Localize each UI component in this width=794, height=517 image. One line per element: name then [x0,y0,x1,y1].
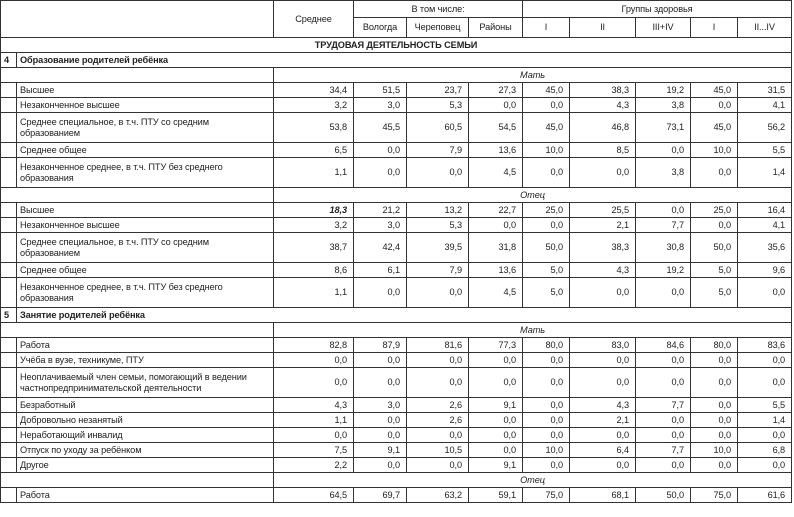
value-cell: 0,0 [691,398,738,413]
value-cell: 0,0 [354,368,407,398]
value-cell: 0,0 [738,458,792,473]
value-cell: 0,0 [636,353,691,368]
value-cell: 61,6 [738,488,792,503]
value-cell: 31,8 [469,233,523,263]
parent-subheader: Отец [274,473,792,488]
value-cell: 13,6 [469,263,523,278]
row-label: Отпуск по уходу за ребёнком [17,443,274,458]
header-group-3-4: III+IV [636,18,691,38]
value-cell: 0,0 [636,458,691,473]
header-districts: Районы [469,18,523,38]
value-cell: 6,1 [354,263,407,278]
value-cell: 22,7 [469,203,523,218]
parent-subheader: Мать [274,68,792,83]
value-cell: 0,0 [570,353,636,368]
value-cell: 83,0 [570,338,636,353]
value-cell: 68,1 [570,488,636,503]
section-title: Занятие родителей ребёнка [17,308,792,323]
row-label: Работа [17,488,274,503]
value-cell: 5,3 [407,218,469,233]
value-cell: 9,1 [354,443,407,458]
value-cell: 9,1 [469,398,523,413]
value-cell: 4,3 [274,398,354,413]
value-cell: 2,1 [570,413,636,428]
value-cell: 25,0 [691,203,738,218]
row-num-cell [1,443,17,458]
blank-cell [1,323,274,338]
value-cell: 0,0 [469,98,523,113]
value-cell: 0,0 [738,428,792,443]
header-group-1: I [523,18,570,38]
value-cell: 59,1 [469,488,523,503]
value-cell: 0,0 [523,428,570,443]
value-cell: 30,8 [636,233,691,263]
value-cell: 7,9 [407,143,469,158]
row-label: Работа [17,338,274,353]
value-cell: 45,0 [523,113,570,143]
value-cell: 63,2 [407,488,469,503]
value-cell: 0,0 [523,353,570,368]
value-cell: 0,0 [523,218,570,233]
value-cell: 7,9 [407,263,469,278]
value-cell: 45,5 [354,113,407,143]
table-title: ТРУДОВАЯ ДЕЯТЕЛЬНОСТЬ СЕМЬИ [1,38,792,53]
row-num-cell [1,413,17,428]
row-num-cell [1,398,17,413]
value-cell: 2,6 [407,398,469,413]
value-cell: 3,2 [274,218,354,233]
value-cell: 56,2 [738,113,792,143]
value-cell: 34,4 [274,83,354,98]
value-cell: 0,0 [636,143,691,158]
row-label: Незаконченное высшее [17,218,274,233]
value-cell: 3,8 [636,98,691,113]
blank-cell [1,68,274,83]
value-cell: 45,0 [523,83,570,98]
value-cell: 39,5 [407,233,469,263]
value-cell: 51,5 [354,83,407,98]
value-cell: 1,1 [274,278,354,308]
value-cell: 0,0 [354,413,407,428]
value-cell: 81,6 [407,338,469,353]
value-cell: 0,0 [274,353,354,368]
value-cell: 38,7 [274,233,354,263]
value-cell: 7,5 [274,443,354,458]
value-cell: 0,0 [354,428,407,443]
header-group-2: II [570,18,636,38]
value-cell: 0,0 [469,218,523,233]
value-cell: 80,0 [523,338,570,353]
value-cell: 5,5 [738,143,792,158]
value-cell: 0,0 [407,278,469,308]
header-vologda: Вологда [354,18,407,38]
row-num-cell [1,368,17,398]
header-including: В том числе: [354,1,523,18]
value-cell: 0,0 [691,458,738,473]
value-cell: 19,2 [636,83,691,98]
row-label: Незаконченное высшее [17,98,274,113]
value-cell: 0,0 [570,428,636,443]
value-cell: 0,0 [691,158,738,188]
value-cell: 10,0 [523,143,570,158]
blank-cell [1,473,274,488]
value-cell: 0,0 [636,413,691,428]
row-label: Среднее специальное, в т.ч. ПТУ со средним образованием [17,233,274,263]
value-cell: 53,8 [274,113,354,143]
value-cell: 0,0 [738,353,792,368]
value-cell: 0,0 [469,353,523,368]
value-cell: 0,0 [738,368,792,398]
value-cell: 4,1 [738,98,792,113]
value-cell: 5,5 [738,398,792,413]
row-label: Учёба в вузе, техникуме, ПТУ [17,353,274,368]
value-cell: 21,2 [354,203,407,218]
value-cell: 25,5 [570,203,636,218]
section-number: 4 [1,53,17,68]
value-cell: 3,2 [274,98,354,113]
value-cell: 2,2 [274,458,354,473]
section-title: Образование родителей ребёнка [17,53,792,68]
value-cell: 23,7 [407,83,469,98]
value-cell: 0,0 [469,413,523,428]
header-average: Среднее [274,1,354,38]
value-cell: 6,5 [274,143,354,158]
value-cell: 0,0 [469,428,523,443]
value-cell: 77,3 [469,338,523,353]
value-cell: 87,9 [354,338,407,353]
value-cell: 3,0 [354,218,407,233]
value-cell: 10,0 [523,443,570,458]
value-cell: 0,0 [636,203,691,218]
value-cell: 60,5 [407,113,469,143]
value-cell: 10,0 [691,143,738,158]
parent-subheader: Мать [274,323,792,338]
parent-subheader: Отец [274,188,792,203]
value-cell: 0,0 [354,158,407,188]
value-cell: 9,6 [738,263,792,278]
value-cell: 0,0 [691,368,738,398]
row-label: Незаконченное среднее, в т.ч. ПТУ без среднего образования [17,158,274,188]
value-cell: 73,1 [636,113,691,143]
value-cell: 0,0 [469,368,523,398]
row-num-cell [1,488,17,503]
row-label: Добровольно незанятый [17,413,274,428]
value-cell: 0,0 [738,278,792,308]
value-cell: 80,0 [691,338,738,353]
value-cell: 50,0 [523,233,570,263]
value-cell: 0,0 [523,368,570,398]
header-health-groups: Группы здоровья [523,1,792,18]
row-num-cell [1,143,17,158]
value-cell: 5,0 [691,278,738,308]
value-cell: 69,7 [354,488,407,503]
value-cell: 0,0 [354,353,407,368]
value-cell: 4,5 [469,278,523,308]
row-label: Среднее специальное, в т.ч. ПТУ со средним образованием [17,113,274,143]
value-cell: 64,5 [274,488,354,503]
value-cell: 31,5 [738,83,792,98]
value-cell: 45,0 [691,83,738,98]
header-group-2-4: II...IV [738,18,792,38]
value-cell: 7,7 [636,218,691,233]
value-cell: 2,1 [570,218,636,233]
value-cell: 54,5 [469,113,523,143]
value-cell: 0,0 [636,428,691,443]
value-cell: 0,0 [407,458,469,473]
value-cell: 3,0 [354,398,407,413]
row-num-cell [1,203,17,218]
value-cell: 1,1 [274,413,354,428]
value-cell: 0,0 [691,218,738,233]
row-num-cell [1,263,17,278]
row-num-cell [1,113,17,143]
value-cell: 4,5 [469,158,523,188]
value-cell: 0,0 [354,458,407,473]
row-label: Незаконченное среднее, в т.ч. ПТУ без среднего образования [17,278,274,308]
value-cell: 5,0 [523,263,570,278]
value-cell: 9,1 [469,458,523,473]
value-cell: 10,0 [691,443,738,458]
value-cell: 0,0 [570,368,636,398]
value-cell: 4,3 [570,263,636,278]
value-cell: 0,0 [523,413,570,428]
blank-cell [1,188,274,203]
value-cell: 38,3 [570,233,636,263]
value-cell: 0,0 [407,428,469,443]
value-cell: 50,0 [691,233,738,263]
value-cell: 84,6 [636,338,691,353]
value-cell: 0,0 [691,98,738,113]
row-num-cell [1,428,17,443]
value-cell: 3,8 [636,158,691,188]
section-5 [1,308,792,503]
value-cell: 1,4 [738,158,792,188]
row-label: Среднее общее [17,143,274,158]
value-cell: 75,0 [523,488,570,503]
value-cell: 8,5 [570,143,636,158]
value-cell: 0,0 [523,158,570,188]
value-cell: 4,3 [570,398,636,413]
value-cell: 0,0 [570,278,636,308]
row-num-cell [1,98,17,113]
value-cell: 0,0 [691,353,738,368]
value-cell: 0,0 [354,278,407,308]
value-cell: 0,0 [691,413,738,428]
value-cell: 0,0 [407,368,469,398]
header-cherepovets: Череповец [407,18,469,38]
value-cell: 0,0 [407,353,469,368]
value-cell: 0,0 [523,398,570,413]
value-cell: 8,6 [274,263,354,278]
row-label: Высшее [17,203,274,218]
value-cell: 35,6 [738,233,792,263]
value-cell: 10,5 [407,443,469,458]
value-cell: 5,0 [523,278,570,308]
value-cell: 82,8 [274,338,354,353]
value-cell: 19,2 [636,263,691,278]
value-cell: 0,0 [570,158,636,188]
value-cell: 5,0 [691,263,738,278]
value-cell: 0,0 [523,458,570,473]
value-cell: 5,3 [407,98,469,113]
value-cell: 16,4 [738,203,792,218]
value-cell: 45,0 [691,113,738,143]
row-num-cell [1,218,17,233]
value-cell: 0,0 [274,428,354,443]
value-cell: 0,0 [691,428,738,443]
value-cell: 0,0 [469,443,523,458]
row-num-cell [1,233,17,263]
value-cell: 6,8 [738,443,792,458]
row-label: Неработающий инвалид [17,428,274,443]
value-cell: 1,1 [274,158,354,188]
value-cell: 0,0 [636,278,691,308]
value-cell: 83,6 [738,338,792,353]
value-cell: 13,6 [469,143,523,158]
value-cell: 0,0 [523,98,570,113]
value-cell: 0,0 [407,158,469,188]
row-num-cell [1,278,17,308]
value-cell: 0,0 [274,368,354,398]
row-label: Среднее общее [17,263,274,278]
row-num-cell [1,338,17,353]
value-cell: 4,1 [738,218,792,233]
value-cell: 0,0 [570,458,636,473]
header-blank [1,1,274,38]
value-cell: 50,0 [636,488,691,503]
value-cell: 13,2 [407,203,469,218]
value-cell: 27,3 [469,83,523,98]
section-number: 5 [1,308,17,323]
value-cell: 0,0 [354,143,407,158]
row-num-cell [1,83,17,98]
row-label: Другое [17,458,274,473]
value-cell: 1,4 [738,413,792,428]
value-cell: 38,3 [570,83,636,98]
row-num-cell [1,458,17,473]
value-cell: 0,0 [636,368,691,398]
row-label: Неоплачиваемый член семьи, помогающий в ведении частнопредпринимательской деятельности [17,368,274,398]
row-label: Высшее [17,83,274,98]
section-4 [1,53,792,308]
value-cell: 3,0 [354,98,407,113]
value-cell: 75,0 [691,488,738,503]
row-num-cell [1,158,17,188]
value-cell: 2,6 [407,413,469,428]
value-cell: 6,4 [570,443,636,458]
header-group-1b: I [691,18,738,38]
value-cell: 25,0 [523,203,570,218]
value-cell: 18,3 [274,203,354,218]
value-cell: 42,4 [354,233,407,263]
value-cell: 46,8 [570,113,636,143]
row-num-cell [1,353,17,368]
value-cell: 7,7 [636,443,691,458]
value-cell: 7,7 [636,398,691,413]
row-label: Безработный [17,398,274,413]
value-cell: 4,3 [570,98,636,113]
